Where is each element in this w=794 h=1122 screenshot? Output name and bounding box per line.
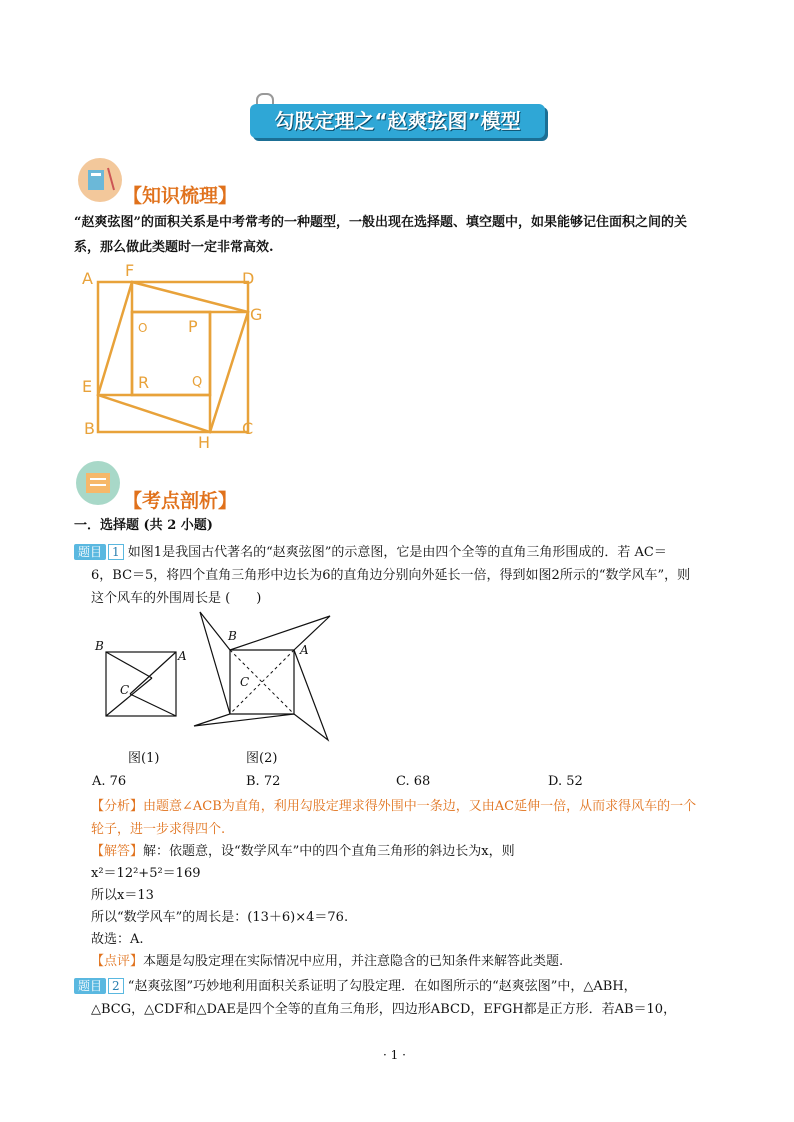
page-number: · 1 ·	[383, 1048, 406, 1062]
q1-solution-3: 所以x＝13	[91, 888, 154, 903]
label-C: C	[242, 419, 254, 438]
q1-solution-4: 所以“数学风车”的周长是：(13＋6)×4＝76.	[91, 910, 349, 925]
label-Q: Q	[192, 375, 203, 390]
analysis-heading: 【考点剖析】	[123, 490, 238, 512]
q1-figure-2	[190, 610, 340, 750]
analysis-icon	[76, 461, 120, 505]
q1-comment	[91, 950, 563, 974]
fig2-label-C: C	[240, 675, 250, 689]
q1-solution-5: 故选：A.	[91, 932, 144, 947]
q1-analysis-1	[91, 795, 696, 819]
q1-option-b: B. 72	[246, 774, 281, 789]
title-banner	[250, 104, 545, 138]
q1-tag: 题目	[74, 544, 106, 560]
analysis-label: 【分析】	[91, 799, 144, 814]
label-F: F	[125, 262, 135, 280]
q1-fig2-caption: 图(2)	[246, 751, 278, 766]
fig2-label-A: A	[300, 643, 309, 657]
label-H: H	[198, 433, 211, 452]
intro-line-1: “赵爽弦图”的面积关系是中考常考的一种题型，一般出现在选择题、填空题中，如果能够记住面积之间的关	[74, 215, 687, 230]
label-G: G	[250, 305, 263, 324]
fig1-label-B: B	[95, 639, 104, 653]
label-E: E	[82, 377, 93, 396]
q1-option-a: A. 76	[92, 774, 127, 789]
analysis-text-1: 由题意∠ACB为直角，利用勾股定理求得外围中一条边，又由AC延伸一倍，从而求得风车的一个	[143, 799, 697, 814]
fig2-label-B: B	[228, 629, 237, 643]
comment-label: 【点评】	[91, 954, 144, 969]
q1-solution-1	[91, 840, 515, 864]
part-heading: 一．选择题 (共 2 小题)	[74, 518, 213, 533]
q2-num: 2	[108, 978, 124, 994]
q2-line-1	[74, 975, 637, 999]
q1-analysis-2: 轮子，进一步求得四个.	[91, 822, 226, 837]
q2-line-2: △BCG，△CDF和△DAE是四个全等的直角三角形，四边形ABCD，EFGH都是正方形．若AB＝10，	[91, 1002, 677, 1017]
q1-solution-2: x²＝12²+5²＝169	[91, 866, 201, 881]
q1-figure-1	[90, 638, 190, 728]
q1-line-1	[74, 541, 667, 565]
label-R: R	[138, 373, 150, 392]
solution-text-1: 解：依题意，设“数学风车”中的四个直角三角形的斜边长为x，则	[143, 844, 515, 859]
q1-line-3: 这个风车的外围周长是 ( )	[91, 591, 262, 606]
page-title: 勾股定理之“赵爽弦图”模型	[274, 109, 521, 133]
q1-num: 1	[108, 544, 124, 560]
q2-text-1: “赵爽弦图”巧妙地利用面积关系证明了勾股定理．在如图所示的“赵爽弦图”中，△ABH，	[127, 979, 637, 994]
label-D: D	[242, 269, 255, 288]
comment-text: 本题是勾股定理在实际情况中应用，并注意隐含的已知条件来解答此类题.	[143, 954, 564, 969]
label-B: B	[84, 419, 95, 438]
q1-line-2: 6，BC＝5，将四个直角三角形中边长为6的直角边分别向外延长一倍，得到如图2所示的“数学风车”，则	[91, 568, 691, 583]
book-pencil-icon	[78, 158, 122, 202]
fig1-label-C: C	[120, 683, 130, 697]
q1-fig1-caption: 图(1)	[128, 751, 160, 766]
q1-text-1: 如图1是我国古代著名的“赵爽弦图”的示意图，它是由四个全等的直角三角形围成的．若 AC＝	[127, 545, 667, 560]
intro-line-2: 系，那么做此类题时一定非常高效.	[74, 240, 274, 255]
document-icon	[76, 461, 120, 505]
label-P: P	[188, 317, 198, 336]
zhao-shuang-figure	[80, 262, 270, 452]
knowledge-heading: 【知识梳理】	[123, 185, 238, 207]
knowledge-icon	[78, 158, 122, 202]
label-A: A	[82, 269, 93, 288]
q1-option-c: C. 68	[396, 774, 431, 789]
fig1-label-A: A	[178, 649, 187, 663]
solution-label: 【解答】	[91, 844, 144, 859]
label-O: O	[138, 321, 148, 335]
q2-tag: 题目	[74, 978, 106, 994]
q1-option-d: D. 52	[548, 774, 583, 789]
